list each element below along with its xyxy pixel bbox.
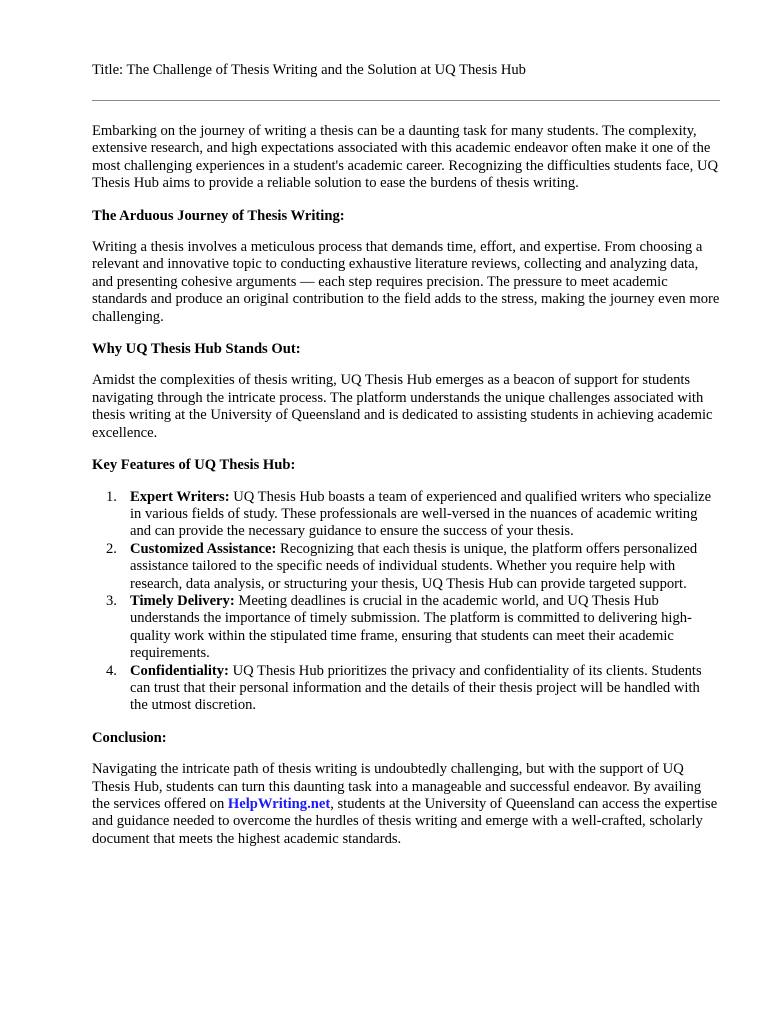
list-item	[92, 663, 720, 715]
list-item	[92, 593, 720, 663]
document-title: Title: The Challenge of Thesis Writing and the Solution at UQ Thesis Hub	[92, 62, 526, 78]
why-stands-out-paragraph: Amidst the complexities of thesis writing, UQ Thesis Hub emerges as a beacon of support for students navigating through the intricate process. The platform understands the unique challenges associated with thesis writing at the University of Queensland and is dedicated to assisting students in achieving academic excellence.	[92, 372, 713, 441]
feature-text: UQ Thesis Hub boasts a team of experienced and qualified writers who specialize in various fields of study. These professionals are well-versed in the nuances of academic writing and can provide the necessary guidance to ensure the success of your thesis.	[130, 488, 712, 540]
title-divider	[92, 100, 720, 101]
intro-paragraph: Embarking on the journey of writing a thesis can be a daunting task for many students. The complexity, extensive research, and high expectations associated with this academic endeavor often make it one of the most challenging experiences in a student's academic career. Recognizing the difficulties students face, UQ Thesis Hub aims to provide a reliable solution to ease the burdens of thesis writing.	[92, 123, 719, 192]
list-item-number: 3.	[106, 592, 117, 609]
section-heading-arduous-journey: The Arduous Journey of Thesis Writing:	[92, 207, 345, 224]
conclusion-text-end: , students at the University of Queensland can access the expertise and guidance needed to overcome the hurdles of thesis writing and emerge with a well-crafted, scholarly document that meets the highest academic standards.	[92, 796, 718, 847]
feature-title: Confidentiality:	[130, 662, 229, 679]
list-item	[92, 541, 720, 593]
section-heading-conclusion: Conclusion:	[92, 729, 167, 746]
feature-text: Meeting deadlines is crucial in the academic world, and UQ Thesis Hub understands the importance of timely submission. The platform is committed to delivering high-quality work within the stipulated time frame, ensuring that students can meet their academic requirements.	[130, 592, 692, 662]
section-heading-why-stands-out: Why UQ Thesis Hub Stands Out:	[92, 341, 301, 358]
list-item-number: 4.	[106, 662, 117, 679]
feature-text: Recognizing that each thesis is unique, the platform offers personalized assistance tailored to the specific needs of individual students. Whether you require help with research, data analysis, or structuring your thesis, UQ Thesis Hub can provide targeted support.	[130, 540, 698, 592]
list-item-number: 1.	[106, 488, 117, 505]
feature-title: Customized Assistance:	[130, 540, 277, 557]
arduous-journey-paragraph: Writing a thesis involves a meticulous process that demands time, effort, and expertise. From choosing a relevant and innovative topic to conducting exhaustive literature reviews, collecting and analyzing data, and presenting cohesive arguments — each step requires precision. The pressure to meet academic standards and produce an original contribution to the field adds to the stress, making the journey even more challenging.	[92, 239, 720, 325]
feature-title: Expert Writers:	[130, 488, 230, 505]
helpwriting-link[interactable]: HelpWriting.net	[227, 796, 331, 812]
list-item	[92, 489, 720, 541]
feature-text: UQ Thesis Hub prioritizes the privacy and confidentiality of its clients. Students can trust that their personal information and the details of their thesis project will be handled with the utmost discretion.	[130, 662, 702, 714]
section-heading-key-features: Key Features of UQ Thesis Hub:	[92, 457, 296, 474]
conclusion-text-start: Navigating the intricate path of thesis writing is undoubtedly challenging, but with the support of UQ Thesis Hub, students can turn this daunting task into a manageable and successful endeavor. By availing the services offered on	[92, 761, 702, 812]
conclusion-paragraph	[92, 761, 720, 848]
feature-title: Timely Delivery:	[130, 592, 235, 609]
key-features-list	[92, 489, 720, 715]
document-body	[92, 123, 720, 848]
list-item-number: 2.	[106, 540, 117, 557]
